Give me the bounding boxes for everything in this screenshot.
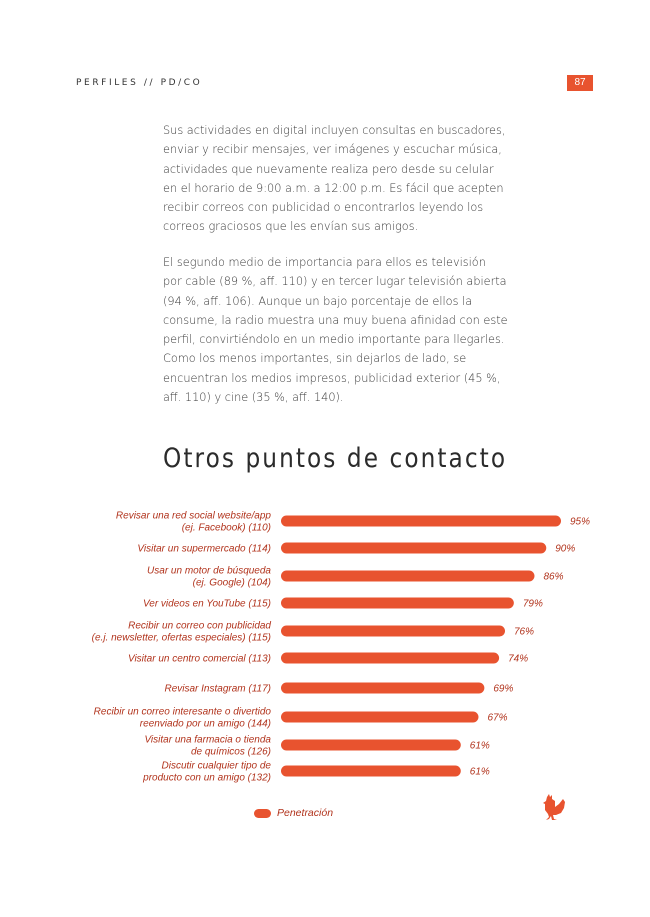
value-label: 79% [522, 598, 543, 610]
value-label: 95% [570, 516, 591, 528]
bar [281, 543, 546, 554]
section-title: Otros puntos de contacto [163, 443, 508, 474]
category-label: Recibir un correo interesante o divertido [93, 706, 271, 718]
bar [281, 626, 505, 637]
category-label: (ej. Facebook) (110) [181, 522, 271, 534]
category-label: Ver videos en YouTube (115) [142, 598, 271, 610]
value-label: 61% [469, 740, 490, 752]
category-label: producto con un amigo (132) [143, 772, 271, 784]
page-number: 87 [567, 75, 593, 91]
value-label: 76% [514, 626, 535, 638]
legend-label: Penetración [277, 807, 334, 819]
bar [281, 516, 561, 527]
category-label: Revisar una red social website/app [115, 510, 271, 522]
body-paragraph-1: Sus actividades en digital incluyen consultas en buscadores, enviar y recibir mensajes, ver imágenes y escuchar música, actividades que nuevamente realiza pero desde su celular en el horario de 9:00 a.m. a 12:00 p.m. Es fácil que acepten recibir correos con publicidad o encontrarlos leyendo los correos graciosos que les envían sus amigos. [163, 124, 506, 234]
bar [281, 571, 534, 582]
category-label: Discutir cualquier tipo de [161, 760, 271, 772]
category-label: Visitar un centro comercial (113) [127, 653, 271, 665]
category-label: (e.j. newsletter, ofertas especiales) (115) [91, 632, 271, 644]
legend-swatch [254, 809, 271, 818]
bar [281, 766, 461, 777]
category-label: Usar un motor de búsqueda [147, 565, 271, 577]
bar [281, 740, 461, 751]
category-label: de químicos (126) [190, 746, 271, 758]
bar [281, 653, 499, 664]
value-label: 61% [469, 766, 490, 778]
value-label: 86% [543, 571, 564, 583]
bar-chart [0, 500, 650, 795]
bar [281, 712, 478, 723]
bar [281, 598, 514, 609]
body-paragraph-2: El segundo medio de importancia para ellos es televisión por cable (89 %, aff. 110) y en tercer lugar televisión abierta (94 %, aff. 106). Aunque un bajo porcentaje de ellos la consume, la radio muestra una muy buena afinidad con este perfil, convirtiéndolo en un medio importante para llegarles. Como los menos importantes, sin dejarlos de lado, se encuentran los medios impresos, publicidad exterior (45 %, aff. 110) y cine (35 %, aff. 140). [163, 256, 508, 405]
category-label: Revisar Instagram (117) [164, 683, 271, 695]
rooster-icon [538, 793, 568, 825]
value-label: 90% [555, 543, 576, 555]
category-label: Visitar un supermercado (114) [137, 543, 271, 555]
category-label: Visitar una farmacia o tienda [144, 734, 271, 746]
chart-legend [254, 807, 333, 819]
category-label: reenviado por un amigo (144) [139, 718, 271, 730]
value-label: 69% [493, 683, 514, 695]
running-header: PERFILES // PD/CO [76, 78, 203, 88]
category-label: Recibir un correo con publicidad [128, 620, 271, 632]
value-label: 74% [508, 653, 529, 665]
value-label: 67% [487, 712, 508, 724]
bar [281, 683, 484, 694]
category-label: (ej. Google) (104) [192, 577, 271, 589]
